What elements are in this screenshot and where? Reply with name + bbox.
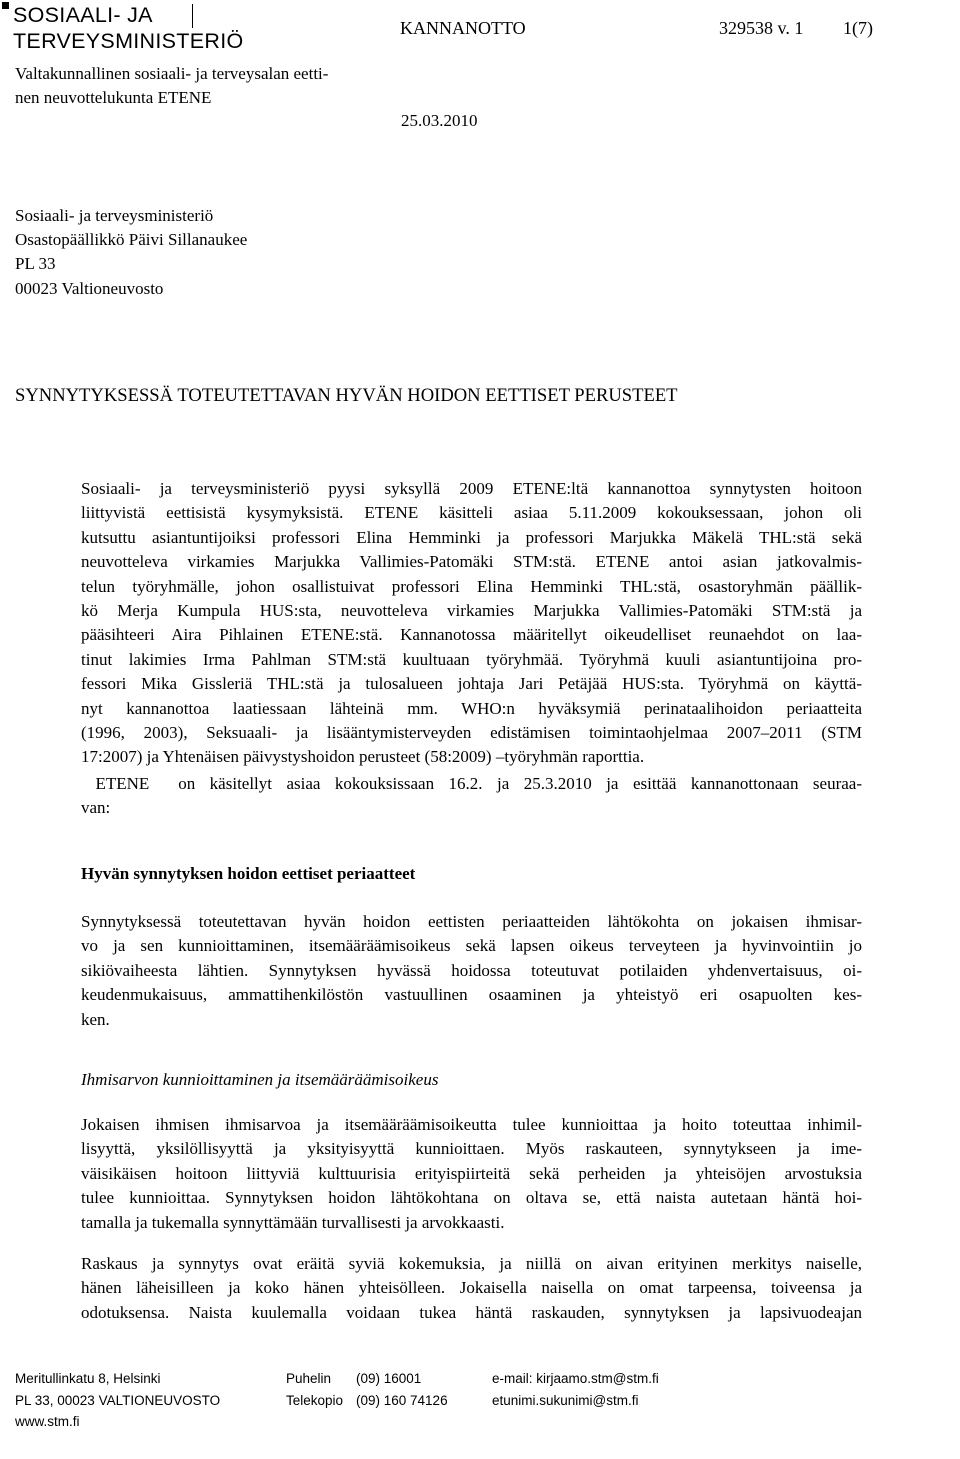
footer-phone-label: Puhelin [286, 1371, 332, 1386]
text-line: neuvotteleva virkamies Marjukka Vallimies-Patomäki STM:stä. ETENE antoi asian jatkovalmis- [81, 552, 862, 572]
footer-fax-label: Telekopio [286, 1393, 344, 1408]
text-line: lisyyttä, yksilöllisyyttä ja yksityisyyttä kunnioittaen. Myös raskauteen, synnytykseen ja ime- [81, 1139, 862, 1159]
text-line: van: [81, 798, 111, 818]
recipient-line: Osastopäällikkö Päivi Sillanaukee [15, 230, 248, 250]
footer-phone: (09) 16001 [356, 1371, 422, 1386]
intro-paragraph [81, 477, 862, 770]
ministry-logo [13, 3, 244, 54]
text-line: nyt kannanottoa laatiessaan lähteinä mm. WHO:n hyväksymiä perinataalihoidon periaatteita [81, 698, 862, 718]
doc-number: 329538 v. 1 [719, 18, 804, 38]
text-line: vo ja sen kunnioittaminen, itsemääräämisoikeus sekä lapsen oikeus terveyteen ja hyvinvointiin jo [81, 936, 862, 956]
page-number: 1(7) [843, 18, 873, 38]
footer-email[interactable]: e-mail: kirjaamo.stm@stm.fi [492, 1371, 659, 1386]
text-line: 17:2007) ja Yhtenäisen päivystyshoidon perusteet (58:2009) –työryhmän raporttia. [81, 747, 645, 767]
text-line: väisikäisen hoitoon liittyviä kulttuurisia erityispiirteitä sekä perheiden ja yhteisöjen arvostuksia [81, 1163, 862, 1183]
logo-line-2: TERVEYSMINISTERIÖ [13, 29, 244, 53]
text-line: ken. [81, 1009, 110, 1029]
logo-divider [192, 4, 193, 28]
text-line: tinut lakimies Irma Pahlman STM:stä kuultuaan työryhmää. Työryhmä kuuli asiantuntijoina pro- [81, 649, 862, 669]
corner-marker [2, 2, 9, 9]
footer-web[interactable]: www.stm.fi [15, 1414, 80, 1429]
recipient-line: Sosiaali- ja terveysministeriö [15, 206, 214, 225]
dignity-paragraph-1 [81, 1113, 862, 1235]
text-line: kutsuttu asiantuntijoiksi professori Elina Hemminki ja professori Marjukka Mäkelä THL:stä sekä [81, 527, 862, 547]
footer-fax: (09) 160 74126 [356, 1393, 448, 1408]
dignity-paragraph-2 [81, 1252, 862, 1325]
doc-type: KANNANOTTO [400, 18, 526, 38]
org-name-line-2: nen neuvottelukunta ETENE [15, 88, 212, 107]
text-line: fessori Mika Gissleriä THL:stä ja tulosalueen johtaja Jari Petäjää HUS:sta. Työryhmä on käyttä- [81, 674, 862, 694]
text-line: liittyvistä eettisistä kysymyksistä. ETENE käsitteli asiaa 5.11.2009 kokouksessaan, johon oli [81, 503, 862, 523]
logo-line-1: SOSIAALI- JA [13, 3, 153, 27]
section-heading-dignity: Ihmisarvon kunnioittaminen ja itsemääräämisoikeus [81, 1070, 439, 1089]
text-line: telun työryhmälle, johon osallistuivat professori Elina Hemminki THL:stä, osastoryhmän päällik- [81, 576, 862, 596]
principles-paragraph [81, 910, 862, 1032]
recipient-line: PL 33 [15, 254, 56, 274]
text-line: sikiövaiheesta lähtien. Synnytyksen hyvässä hoidossa toteutuvat potilaiden yhdenvertaisuus, oi- [81, 960, 862, 980]
footer-email-2[interactable]: etunimi.sukunimi@stm.fi [492, 1393, 639, 1408]
recipient-line: 00023 Valtioneuvosto [15, 278, 164, 298]
org-name-line-1: Valtakunnallinen sosiaali- ja terveysalan eetti- [15, 64, 329, 83]
footer-address-1: Meritullinkatu 8, Helsinki [15, 1371, 161, 1386]
text-line: ETENE on käsitellyt asiaa kokouksissaan 16.2. ja 25.3.2010 ja esittää kannanottonaan seuraa- [81, 774, 862, 793]
text-line: pääsihteeri Aira Pihlainen ETENE:stä. Kannanotossa määritellyt oikeudelliset reunaehdot on laa- [81, 625, 862, 645]
text-line: Sosiaali- ja terveysministeriö pyysi syksyllä 2009 ETENE:ltä kannanottoa synnytysten hoitoon [81, 479, 862, 498]
text-line: keudenmukaisuus, ammattihenkilöstön vastuullinen osaaminen ja yhteistyö eri osapuolten kes- [81, 985, 862, 1005]
text-line: Synnytyksessä toteutettavan hyvän hoidon eettisten periaatteiden lähtökohta on jokaisen ihmisar- [81, 912, 862, 931]
text-line: tulee kunnioittaa. Synnytyksen hoidon lähtökohtana on oltava se, että naista autetaan häntä hoi- [81, 1188, 862, 1208]
etene-paragraph [81, 772, 862, 821]
text-line: (1996, 2003), Seksuaali- ja lisääntymisterveyden edistämisen toimintaohjelmaa 2007–2011 (STM [81, 723, 862, 743]
text-line: kö Merja Kumpula HUS:sta, neuvotteleva virkamies Marjukka Vallimies-Patomäki STM:stä ja [81, 601, 862, 621]
text-line: Raskaus ja synnytys ovat eräitä syviä kokemuksia, ja niillä on aivan erityinen merkitys naiselle, [81, 1254, 862, 1273]
text-line: tamalla ja tukemalla synnyttämään turvallisesti ja arvokkaasti. [81, 1212, 505, 1232]
doc-date: 25.03.2010 [401, 111, 478, 130]
footer-address-2: PL 33, 00023 VALTIONEUVOSTO [15, 1393, 221, 1408]
document-title: SYNNYTYKSESSÄ TOTEUTETTAVAN HYVÄN HOIDON EETTISET PERUSTEET [15, 385, 678, 406]
recipient-block [15, 204, 247, 301]
text-line: odotuksensa. Naista kuulemalla voidaan tukea häntä raskauden, synnytyksen ja lapsivuodeajan [81, 1302, 862, 1322]
section-heading-principles: Hyvän synnytyksen hoidon eettiset periaatteet [81, 864, 416, 883]
text-line: hänen läheisilleen ja koko hänen yhteisölleen. Jokaisella naisella on omat tarpeensa, toiveensa ja [81, 1278, 862, 1298]
text-line: Jokaisen ihmisen ihmisarvoa ja itsemääräämisoikeutta tulee kunnioittaa ja hoito toteuttaa inhimil- [81, 1115, 862, 1134]
